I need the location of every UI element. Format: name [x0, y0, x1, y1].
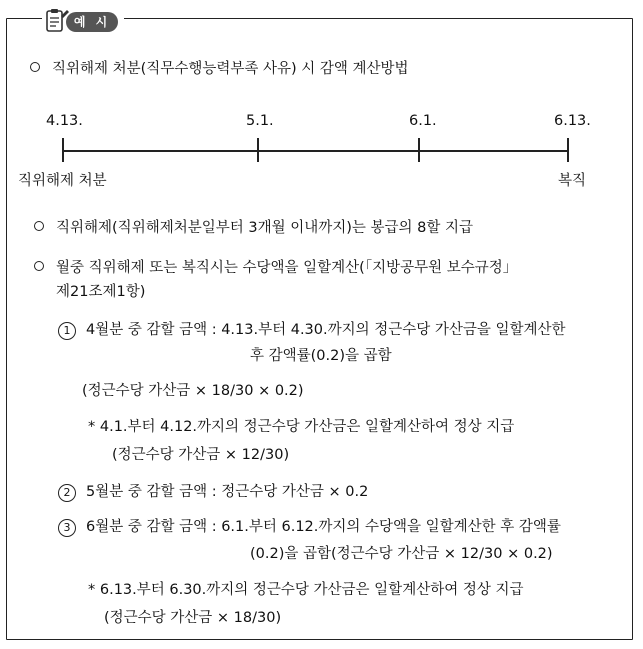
- bullet-line: 직위해제(직위해제처분일부터 3개월 이내까지)는 봉급의 8할 지급: [34, 219, 473, 237]
- item-1-line2: 후 감액률(0.2)을 곱함: [250, 348, 392, 364]
- item-1-line: 1 4월분 중 감할 금액 : 4.13.부터 4.30.까지의 정근수당 가산금을 일할계산한: [58, 321, 566, 340]
- note-mark: *: [88, 582, 96, 598]
- timeline-end-label: 복직: [558, 173, 587, 189]
- timeline-date: 4.13.: [46, 113, 83, 129]
- timeline-tick: [62, 138, 64, 162]
- timeline-tick: [418, 138, 420, 162]
- note-mark: *: [88, 419, 96, 435]
- bullet-line-cont: 제21조제1항): [56, 284, 146, 300]
- timeline-tick: [567, 138, 569, 162]
- timeline-axis: [62, 150, 568, 152]
- item-3-line2: (0.2)을 곱함(정근수당 가산금 × 12/30 × 0.2): [250, 546, 553, 562]
- heading: 직위해제 처분(직무수행능력부족 사유) 시 감액 계산방법: [52, 61, 409, 77]
- example-tag: [42, 6, 124, 32]
- item-3-note-formula: (정근수당 가산금 × 18/30): [104, 610, 282, 626]
- circled-number: 2: [58, 484, 76, 502]
- circled-number: 3: [58, 519, 76, 537]
- circled-number: 1: [58, 322, 76, 340]
- timeline-tick: [257, 138, 259, 162]
- bullet-line: 월중 직위해제 또는 복직시는 수당액을 일할계산(「지방공무원 보수규정」: [34, 259, 517, 277]
- item-3-line: 3 6월분 중 감할 금액 : 6.1.부터 6.12.까지의 수당액을 일할계산한 후 감액률: [58, 518, 561, 537]
- timeline-start-label: 직위해제 처분: [18, 173, 107, 189]
- item-3-note: * 6.13.부터 6.30.까지의 정근수당 가산금은 일할계산하여 정상 지급: [88, 582, 524, 598]
- timeline-date: 6.13.: [554, 113, 591, 129]
- tag-label: 예 시: [66, 12, 118, 32]
- circle-bullet-icon: [34, 261, 44, 271]
- circle-bullet-icon: [34, 221, 44, 231]
- circle-bullet-icon: [30, 62, 40, 72]
- item-1-formula: (정근수당 가산금 × 18/30 × 0.2): [82, 383, 304, 399]
- item-1-note-formula: (정근수당 가산금 × 12/30): [112, 447, 290, 463]
- timeline-date: 6.1.: [409, 113, 437, 129]
- timeline-date: 5.1.: [246, 113, 274, 129]
- item-1-note: * 4.1.부터 4.12.까지의 정근수당 가산금은 일할계산하여 정상 지급: [88, 419, 515, 435]
- heading-line: [30, 60, 409, 78]
- item-2-line: 2 5월분 중 감할 금액 : 정근수당 가산금 × 0.2: [58, 483, 368, 502]
